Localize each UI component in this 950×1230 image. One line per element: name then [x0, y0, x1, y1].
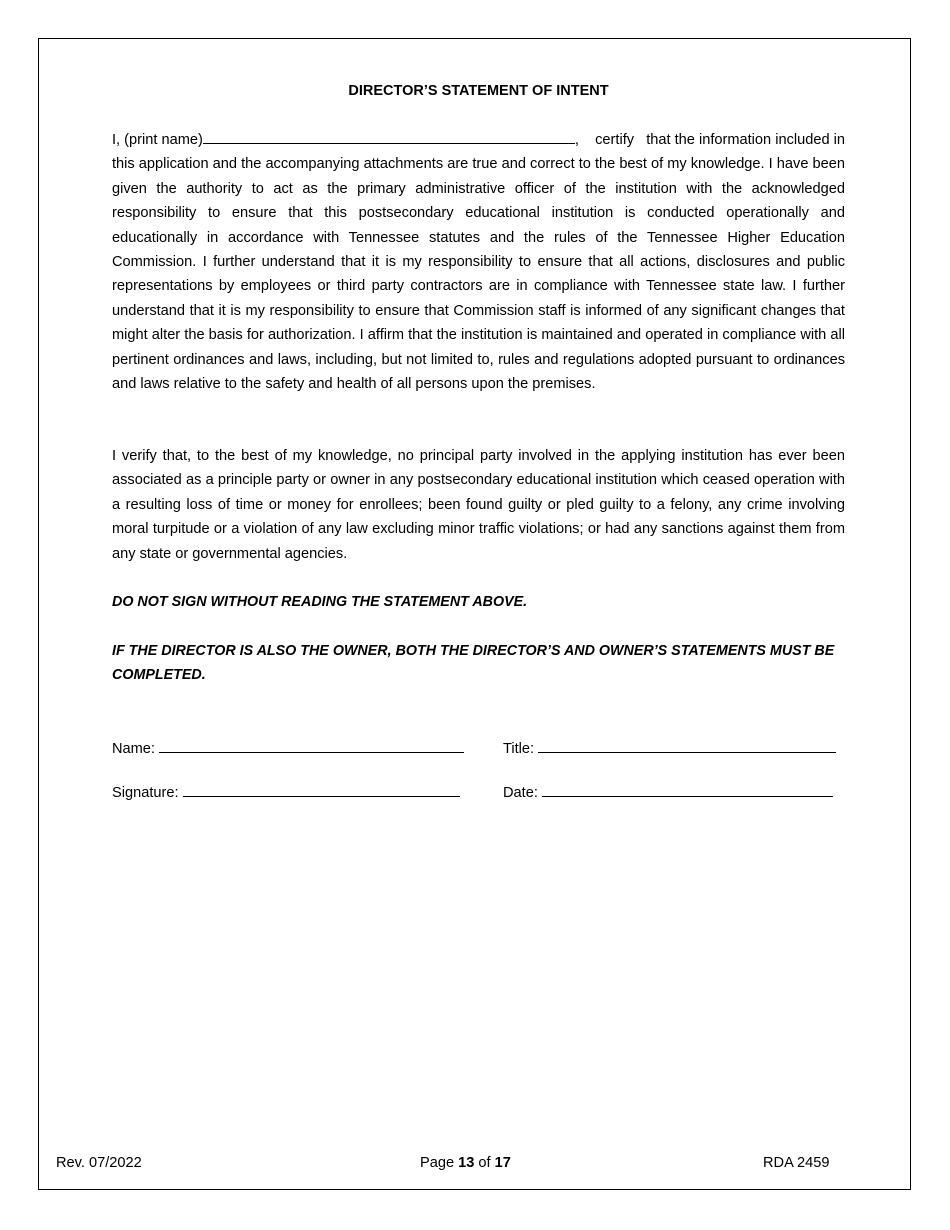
- signature-label: Signature:: [112, 785, 179, 801]
- page-number: [420, 1153, 511, 1173]
- name-field[interactable]: [159, 738, 464, 753]
- page-title: DIRECTOR’S STATEMENT OF INTENT: [348, 83, 609, 99]
- page-total: 17: [494, 1155, 511, 1171]
- form-id: RDA 2459: [763, 1155, 830, 1171]
- page-of: of: [474, 1155, 495, 1171]
- date-field[interactable]: [542, 782, 833, 797]
- certification-text: , certify that the information included in this application and the accompanying attachments are true and correct to the best of my knowledge. I have been given the authority to act as the primary administrative officer of the institution with the acknowledged responsibility to ensure that this postsecondary educational institution is conducted operationally and educationally in accordance with Tennessee statutes and the rules of the Tennessee Higher Education Commission. I further understand that it is my responsibility to ensure that all actions, disclosures and public representations by employees or third party contractors are in compliance with Tennessee state law. I further understand that it is my responsibility to ensure that Commission staff is informed of any significant changes that might alter the basis for authorization. I affirm that the institution is maintained and operated in compliance with all pertinent ordinances and laws, including, but not limited to, rules and regulations adopted pursuant to ordinances and laws relative to the safety and health of all persons upon the premises.: [112, 132, 845, 393]
- date-label: Date:: [503, 785, 538, 801]
- signature-row: [112, 782, 460, 803]
- signature-field[interactable]: [183, 782, 460, 797]
- revision-label: Rev. 07/2022: [56, 1155, 142, 1171]
- owner-warning: IF THE DIRECTOR IS ALSO THE OWNER, BOTH THE DIRECTOR’S AND OWNER’S STATEMENTS MUST BE COMPLETED.: [112, 643, 835, 684]
- date-row: [503, 782, 833, 803]
- name-label: Name:: [112, 741, 155, 757]
- page-current: 13: [458, 1155, 475, 1171]
- sign-warning: DO NOT SIGN WITHOUT READING THE STATEMENT ABOVE.: [112, 594, 528, 610]
- print-name-field[interactable]: [203, 129, 575, 144]
- name-row: [112, 738, 464, 759]
- title-field[interactable]: [538, 738, 836, 753]
- print-name-label: I, (print name): [112, 132, 203, 148]
- title-label: Title:: [503, 741, 535, 757]
- verification-paragraph: I verify that, to the best of my knowledge, no principal party involved in the applying institution has ever been associated as a principle party or owner in any postsecondary educational institution which ceased operation with a resulting loss of time or money for enrollees; been found guilty or pled guilty to a felony, any crime involving moral turpitude or a violation of any law excluding minor traffic violations; or had any sanctions against them from any state or governmental agencies.: [112, 448, 845, 562]
- page-prefix: Page: [420, 1155, 459, 1171]
- certification-paragraph: [112, 128, 845, 396]
- title-row: [503, 738, 836, 759]
